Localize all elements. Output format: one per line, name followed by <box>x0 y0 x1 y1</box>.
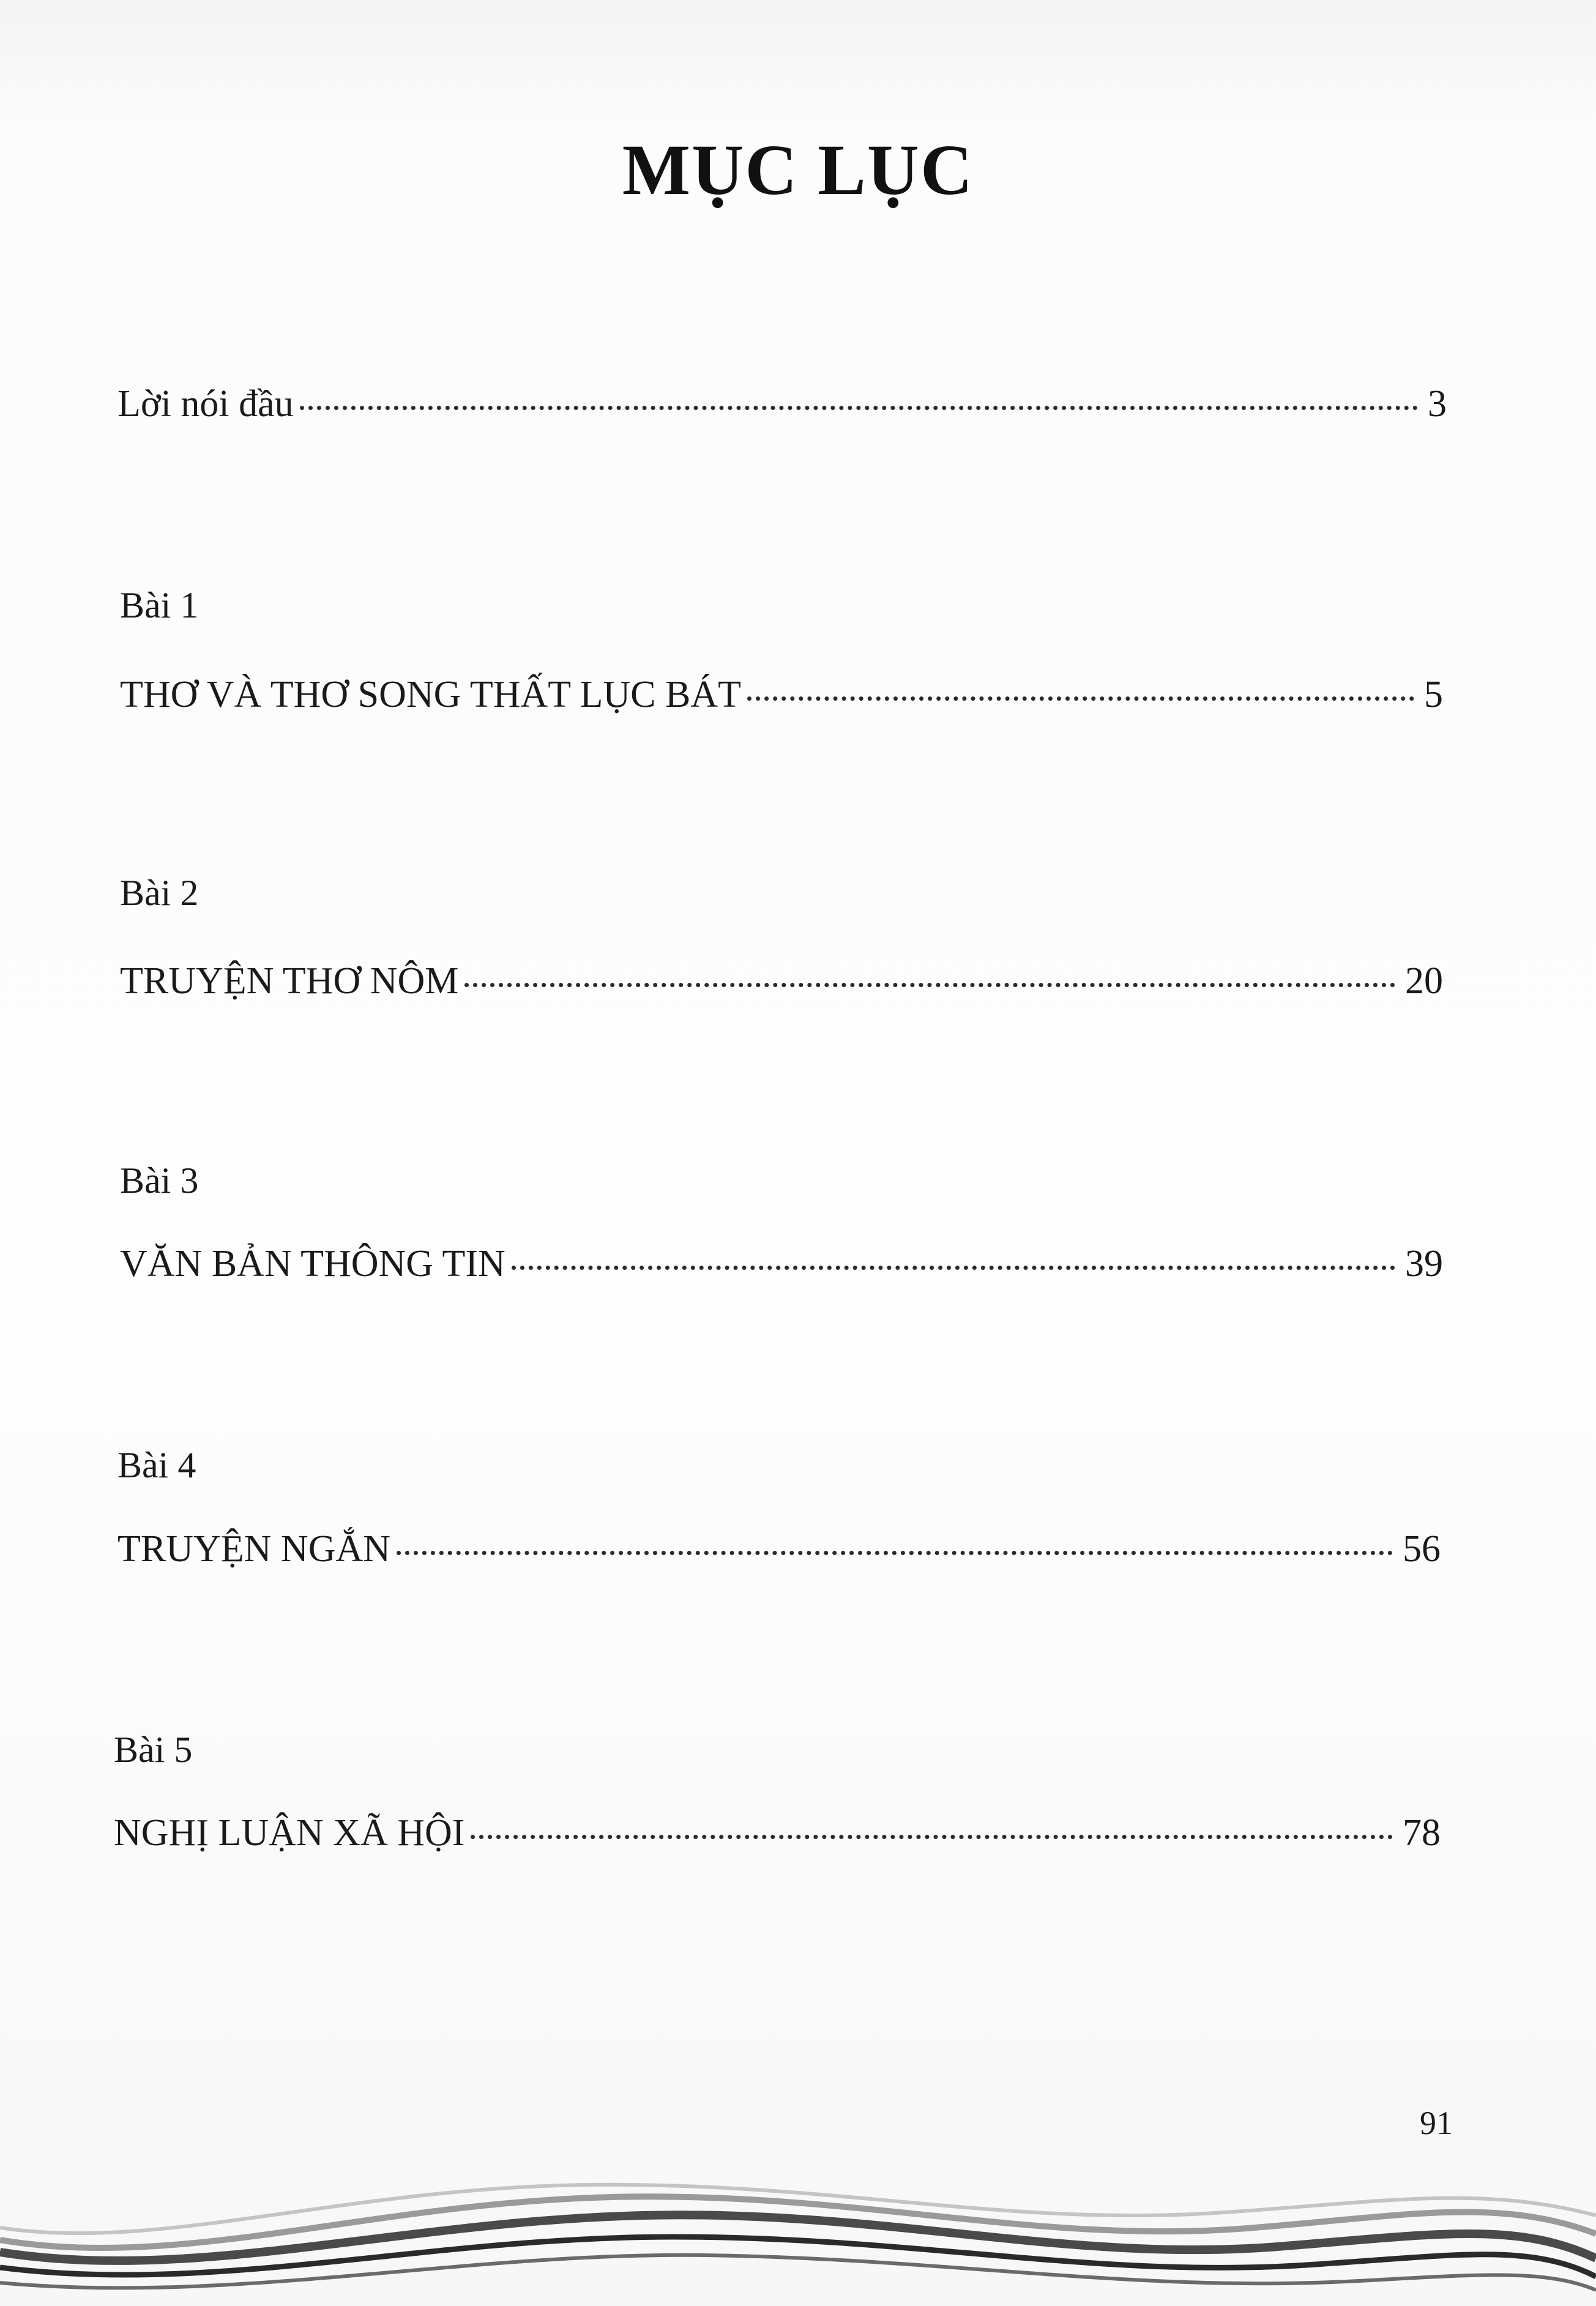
toc-entry-lesson <box>120 960 1443 1003</box>
toc-entry-label: TRUYỆN THƠ NÔM <box>120 960 459 1002</box>
toc-page-number: 5 <box>1424 674 1443 715</box>
lesson-number-label: Bài 1 <box>120 585 199 625</box>
lesson-number-label: Bài 5 <box>114 1730 193 1770</box>
dot-leader <box>512 1266 1395 1270</box>
toc-entry-label: VĂN BẢN THÔNG TIN <box>120 1243 505 1285</box>
toc-entry-label: NGHỊ LUẬN XÃ HỘI <box>114 1812 465 1854</box>
dot-leader <box>471 1835 1393 1839</box>
toc-page-number: 78 <box>1403 1812 1441 1854</box>
dot-leader <box>300 406 1418 410</box>
dot-leader <box>397 1551 1393 1555</box>
lesson-number-label: Bài 4 <box>117 1445 196 1485</box>
toc-entry-lesson <box>117 1528 1441 1571</box>
toc-page-number: 20 <box>1405 960 1443 1002</box>
dot-leader <box>747 696 1414 701</box>
toc-page-number: 3 <box>1428 383 1447 425</box>
toc-entry-preface <box>117 382 1447 426</box>
toc-entry-lesson <box>120 1242 1443 1286</box>
toc-page-number: 56 <box>1403 1528 1441 1570</box>
page-title: MỤC LỤC <box>622 130 974 210</box>
toc-entry-label: THƠ VÀ THƠ SONG THẤT LỤC BÁT <box>120 674 742 715</box>
lesson-number-label: Bài 2 <box>120 873 199 913</box>
toc-entry-label: Lời nói đầu <box>117 383 294 425</box>
toc-entry-lesson <box>114 1812 1441 1855</box>
toc-page-number: 39 <box>1405 1243 1443 1285</box>
decorative-wave-ornament <box>0 2130 1596 2306</box>
toc-entry-lesson <box>120 673 1443 717</box>
lesson-number-label: Bài 3 <box>120 1160 199 1201</box>
page-number: 91 <box>1420 2105 1453 2141</box>
toc-entry-label: TRUYỆN NGẮN <box>117 1528 391 1570</box>
dot-leader <box>464 983 1395 987</box>
